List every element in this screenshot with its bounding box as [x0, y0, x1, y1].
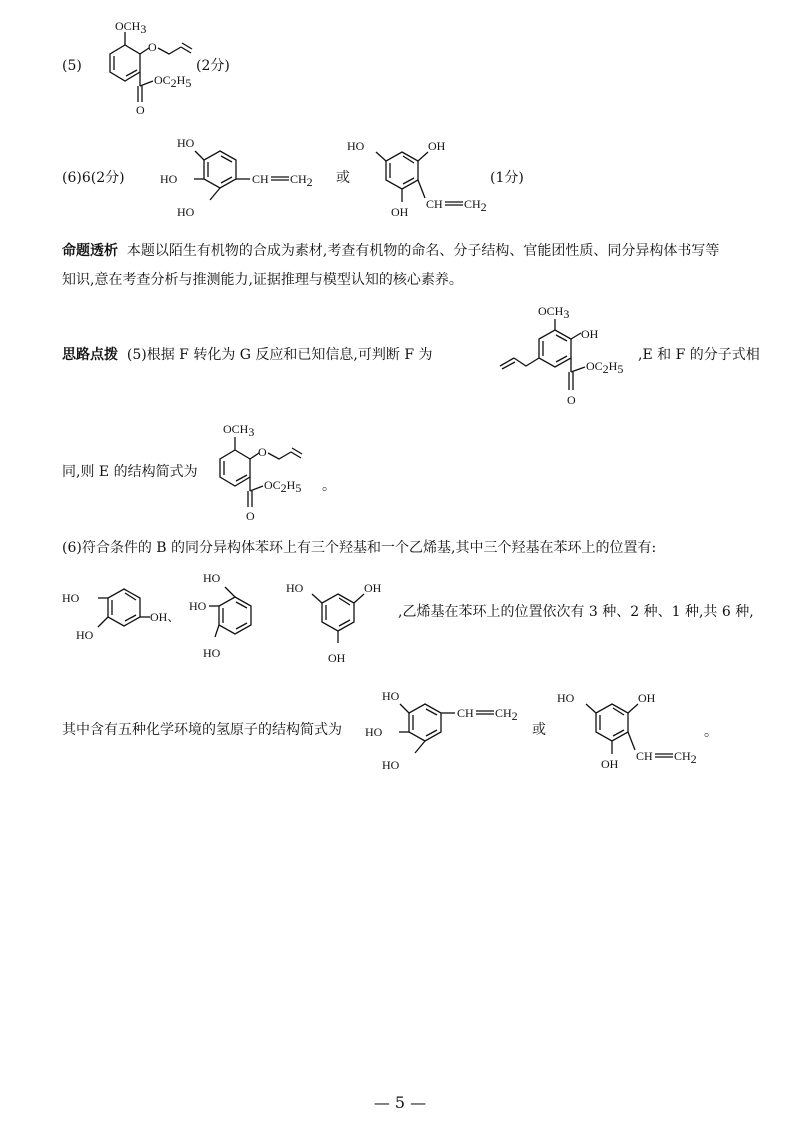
triol-1245	[62, 575, 182, 650]
svg-text:OH: OH	[391, 205, 409, 219]
ester-label: OC2H5	[154, 73, 192, 90]
och3-label: OCH3	[115, 19, 147, 36]
hint-isomer-a	[365, 678, 530, 778]
analysis-paragraph	[62, 241, 719, 261]
svg-text:OC2H5: OC2H5	[586, 359, 624, 376]
triol-123	[189, 565, 285, 665]
svg-text:HO: HO	[557, 691, 575, 705]
q5-score: (2分)	[196, 58, 230, 74]
svg-text:HO: HO	[203, 571, 221, 585]
svg-text:OCH3: OCH3	[538, 304, 570, 321]
svg-text:HO: HO	[365, 725, 383, 739]
q6-isomer-b	[345, 132, 495, 227]
hint-structure-e	[195, 415, 335, 527]
svg-text:HO: HO	[189, 599, 207, 613]
svg-text:CH2: CH2	[464, 197, 487, 214]
hint-heading: 思路点拨	[62, 347, 118, 363]
q5-label: (5)	[62, 58, 82, 74]
hint-line5-after: 。	[704, 724, 718, 740]
svg-text:O: O	[258, 445, 267, 459]
svg-text:OH: OH	[364, 581, 382, 595]
svg-text:HO: HO	[347, 139, 365, 153]
hint-structure-f	[470, 300, 640, 415]
hint-or: 或	[532, 722, 546, 738]
svg-text:O: O	[567, 393, 576, 407]
svg-text:HO: HO	[76, 628, 94, 642]
svg-text:CH: CH	[252, 172, 269, 186]
svg-text:CH2: CH2	[674, 749, 697, 766]
svg-text:OH: OH	[638, 691, 656, 705]
q6-isomer-a	[160, 125, 325, 225]
svg-text:HO: HO	[203, 646, 221, 660]
svg-text:CH2: CH2	[290, 172, 313, 189]
svg-text:HO: HO	[286, 581, 304, 595]
q6-or: 或	[336, 170, 350, 186]
triol-135	[283, 572, 393, 672]
hint-line5: 其中含有五种化学环境的氢原子的结构简式为	[62, 722, 342, 738]
svg-text:HO: HO	[382, 689, 400, 703]
svg-text:HO: HO	[382, 758, 400, 772]
ether-o-label: O	[148, 40, 157, 54]
svg-text:OH: OH	[601, 757, 619, 771]
svg-text:O: O	[246, 509, 255, 523]
svg-text:OH: OH	[428, 139, 446, 153]
svg-text:OH、: OH、	[150, 610, 180, 624]
svg-text:CH: CH	[636, 749, 653, 763]
svg-text:CH2: CH2	[495, 706, 518, 723]
carbonyl-o-label: O	[136, 103, 145, 117]
svg-text:CH: CH	[457, 706, 474, 720]
page-number: — 5 —	[373, 1093, 427, 1112]
analysis-heading: 命题透析	[62, 243, 118, 259]
analysis-line1: 本题以陌生有机物的合成为素材,考查有机物的命名、分子结构、官能团性质、同分异构体书写等	[126, 243, 720, 259]
svg-text:HO: HO	[177, 205, 195, 219]
hint-line1: 思路点拨 (5)根据 F 转化为 G 反应和已知信息,可判断 F 为	[62, 347, 433, 363]
svg-text:HO: HO	[160, 172, 178, 186]
svg-text:OC2H5: OC2H5	[264, 478, 302, 495]
q6-label: (6)6(2分)	[62, 170, 125, 186]
svg-text:OH: OH	[581, 327, 599, 341]
svg-text:HO: HO	[177, 136, 195, 150]
hint-line1-after: ,E 和 F 的分子式相	[638, 347, 760, 363]
svg-text:OCH3: OCH3	[223, 422, 255, 439]
q6-score: (1分)	[490, 170, 524, 186]
svg-text:OH: OH	[328, 651, 346, 665]
hint-line2-after: 。	[322, 478, 336, 494]
hint-line4-after: ,乙烯基在苯环上的位置依次有 3 种、2 种、1 种,共 6 种,	[398, 604, 754, 620]
hint-isomer-b	[555, 684, 705, 779]
svg-text:CH: CH	[426, 197, 443, 211]
analysis-line2: 知识,意在考查分析与推测能力,证据推理与模型认知的核心素养。	[62, 272, 463, 288]
hint-line3: (6)符合条件的 B 的同分异构体苯环上有三个羟基和一个乙烯基,其中三个羟基在苯环上的位置有:	[62, 540, 657, 556]
svg-text:HO: HO	[62, 591, 80, 605]
hint-line2: 同,则 E 的结构简式为	[62, 464, 198, 480]
